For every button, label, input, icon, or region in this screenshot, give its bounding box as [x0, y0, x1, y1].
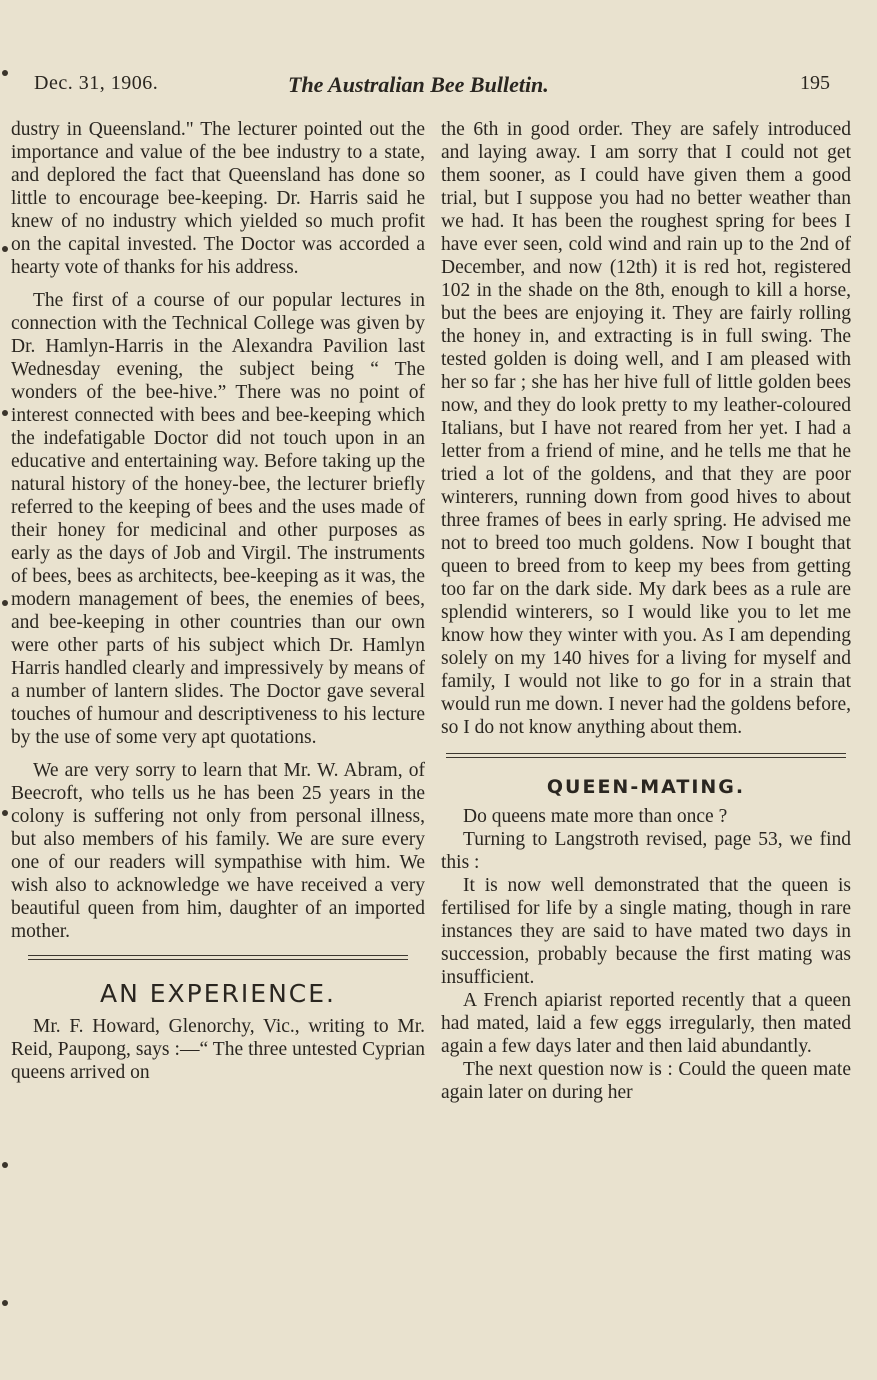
- section-divider: [446, 753, 846, 758]
- header-date: Dec. 31, 1906.: [34, 72, 159, 94]
- margin-mark: [2, 1300, 8, 1306]
- french-apiarist-paragraph: A French apiarist reported recently that a queen had mated, laid a few eggs irregularly, then mated again a few days later and then laid abundantly.: [441, 990, 851, 1057]
- section-divider: [28, 955, 408, 960]
- next-question-paragraph: The next question now is : Could the queen mate again later on during her: [441, 1059, 851, 1103]
- right-column: [441, 118, 851, 1104]
- howard-letter-continued-paragraph: the 6th in good order. They are safely introduced and laying away. I am sorry that I could not get them sooner, as I could have given them a good trial, but I suppose you had no better weather than we had. It has been the roughest spring for bees I have ever seen, cold wind and rain up to the 2nd of December, and now (12th) it is red hot, registered 102 in the shade on the 8th, enough to kill a horse, but the bees are enjoying it. They are fairly rolling the honey in, and extracting is in full swing. The tested golden is doing well, and I am pleased with her so far ; she has her hive full of little golden bees now, and they do look pretty to my leather-coloured Italians, but I have not reared from her yet. I had a letter from a friend of mine, and he tells me that he tried a lot of the goldens, and that they are poor winterers, running down from good hives to about three frames of bees in early spring. He advised me not to breed too much goldens. Now I bought that queen to breed from to keep my bees from getting too far on the dark side. My dark bees as a rule are splendid winterers, so I would like you to let me know how they winter with you. As I am depending solely on my 140 hives for a living for myself and family, I would not like to go for in a strain that would run me down. I never had the goldens before, so I do not know anything about them.: [441, 119, 851, 738]
- langstroth-reference: Turning to Langstroth revised, page 53, we find this :: [441, 829, 851, 873]
- queen-mating-heading: QUEEN-MATING.: [546, 776, 746, 798]
- queen-mating-question: Do queens mate more than once ?: [463, 806, 728, 827]
- page-header: [34, 72, 830, 100]
- abram-paragraph: We are very sorry to learn that Mr. W. Abram, of Beecroft, who tells us he has been 25 years in the colony is suffering not only from personal illness, but also members of his family. We are sure every one of our readers will sympathise with him. We wish also to acknowledge we have received a very beautiful queen from him, daughter of an imported mother.: [11, 760, 425, 942]
- margin-mark: [2, 1162, 8, 1168]
- lecture-conclusion-paragraph: dustry in Queensland." The lecturer pointed out the importance and value of the bee industry to a state, and deplored the fact that Queensland has done so little to encourage bee-keeping. Dr. Harris said he knew of no industry which yielded so much profit on the capital invested. The Doctor was accorded a hearty vote of thanks for his address.: [11, 119, 425, 278]
- margin-mark: [2, 246, 8, 252]
- left-column: [11, 118, 425, 1084]
- margin-mark: [2, 810, 8, 816]
- header-journal-title: The Australian Bee Bulletin.: [288, 72, 549, 97]
- margin-mark: [2, 70, 8, 76]
- margin-mark: [2, 600, 8, 606]
- margin-mark: [2, 410, 8, 416]
- technical-college-lecture-paragraph: The first of a course of our popular lectures in connection with the Technical College was given by Dr. Hamlyn-Harris in the Alexandra Pavilion last Wednesday evening, the subject being “ The wonders of the bee-hive.” There was no point of interest connected with bees and bee-keeping which the indefatigable Doctor did not touch upon in an educative and entertaining way. Before taking up the natural history of the honey-bee, the lecturer briefly referred to the keeping of bees and the uses made of their honey for medicinal and other purposes as early as the days of Job and Virgil. The instruments of bees, bees as architects, bee-keeping as it was, the modern management of bees, the enemies of bees, and bee-keeping in other countries than our own were other parts of his subject which Dr. Hamlyn Harris handled clearly and impressively by means of a number of lantern slides. The Doctor gave several touches of humour and descriptiveness to his lecture by the use of some very apt quotations.: [11, 290, 425, 748]
- header-page-number: 195: [800, 72, 830, 94]
- howard-letter-paragraph: Mr. F. Howard, Glenorchy, Vic., writing to Mr. Reid, Paupong, says :—“ The three untested Cyprian queens arrived on: [11, 1016, 425, 1083]
- experience-heading: AN EXPERIENCE.: [100, 979, 336, 1008]
- langstroth-quote-paragraph: It is now well demonstrated that the queen is fertilised for life by a single mating, though in rare instances they are said to have mated two days in succession, probably because the first mating was insufficient.: [441, 875, 851, 988]
